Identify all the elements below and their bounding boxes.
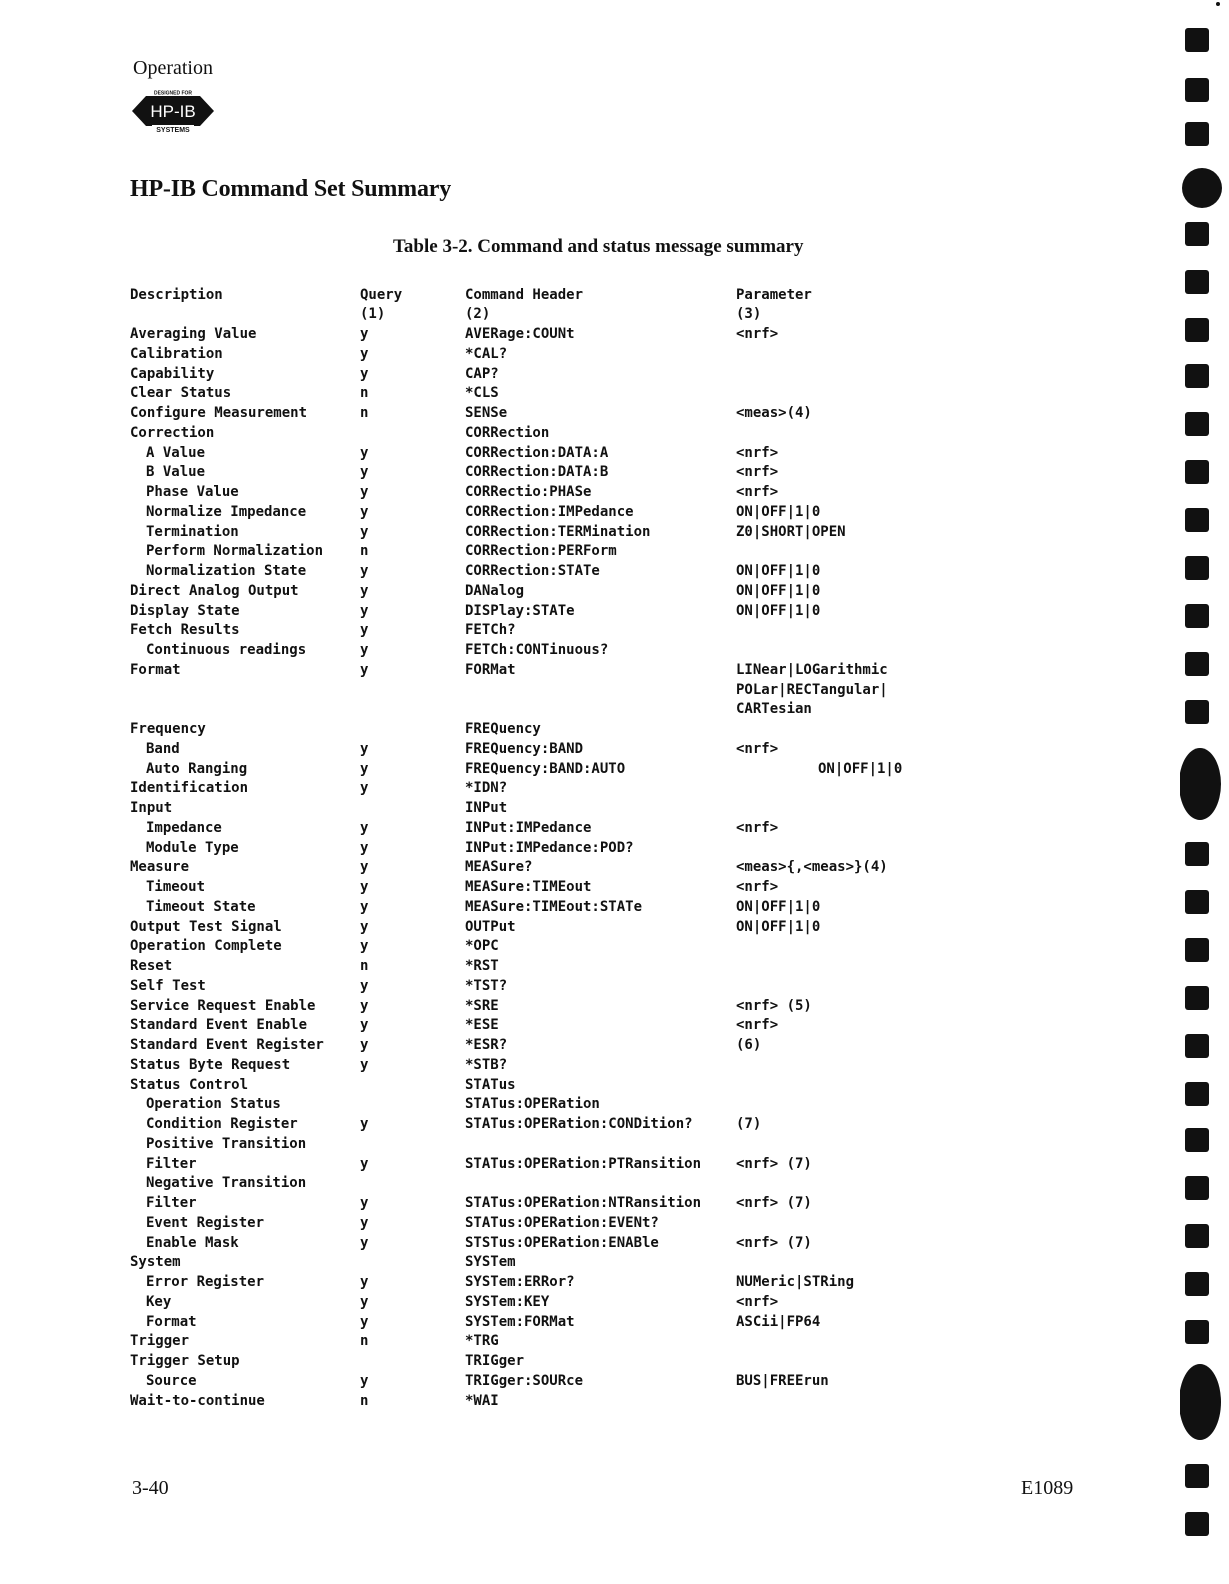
cell-description: Module Type <box>146 839 239 856</box>
cell-command: INPut:IMPedance:POD? <box>465 839 634 856</box>
cell-parameter: <nrf> (7) <box>736 1234 812 1251</box>
cell-parameter: <nrf> (7) <box>736 1195 812 1211</box>
cell-command: CORRection <box>465 424 550 441</box>
cell-description: Timeout <box>146 879 206 895</box>
cell-command: INPut <box>465 800 508 816</box>
cell-parameter: ON|OFF|1|0 <box>736 503 821 520</box>
cell-description: Termination <box>146 523 239 540</box>
cell-description: Phase Value <box>146 484 239 500</box>
cell-command: TRIGger:SOURce <box>465 1372 584 1389</box>
cell-query: y <box>360 444 369 461</box>
cell-command: INPut:IMPedance <box>465 819 592 836</box>
cell-command: SENSe <box>465 405 508 421</box>
cell-command: *CAL? <box>465 345 508 362</box>
cell-description: Condition Register <box>146 1116 298 1132</box>
cell-parameter: <nrf> (5) <box>736 997 812 1014</box>
column-header-command: Command Header (2) <box>465 287 584 322</box>
cell-description: Averaging Value <box>130 326 257 342</box>
cell-query: y <box>360 1313 369 1330</box>
cell-command: *SRE <box>465 997 499 1014</box>
cell-command: *OPC <box>465 938 499 955</box>
cell-description: Calibration <box>130 345 223 362</box>
cell-command: *ESE <box>465 1017 499 1034</box>
cell-description: Timeout State <box>146 898 256 915</box>
cell-command: FETCh:CONTinuous? <box>465 642 609 658</box>
cell-query: y <box>360 879 369 895</box>
cell-command: SYSTem:KEY <box>465 1293 550 1310</box>
cell-parameter: ON|OFF|1|0 <box>736 898 821 915</box>
cell-query: y <box>360 780 369 797</box>
cell-query: y <box>360 839 369 856</box>
cell-command: *CLS <box>465 385 499 402</box>
cell-command: SYSTem:FORMat <box>465 1313 575 1330</box>
cell-query: y <box>360 1116 369 1132</box>
cell-command: AVERage:COUNt <box>465 326 575 342</box>
cell-description: Fetch Results <box>130 622 240 639</box>
cell-parameter: <nrf> <box>736 819 779 836</box>
cell-description: Auto Ranging <box>146 760 248 777</box>
cell-description: Positive Transition <box>146 1135 307 1152</box>
document-id: E1089 <box>1021 1477 1074 1499</box>
cell-query: y <box>360 602 369 619</box>
cell-query: y <box>360 918 369 935</box>
cell-parameter: <nrf> <box>736 740 779 757</box>
cell-query: y <box>360 1155 369 1172</box>
cell-query: y <box>360 898 369 915</box>
cell-parameter: <nrf> <box>736 444 779 461</box>
cell-description: Normalize Impedance <box>146 503 307 520</box>
cell-command: CORRection:TERMination <box>465 523 651 540</box>
cell-parameter: <nrf> <box>736 326 779 342</box>
cell-parameter: <meas>(4) <box>736 405 812 421</box>
cell-description: Perform Normalization <box>146 543 324 560</box>
cell-parameter: ON|OFF|1|0 <box>818 760 903 777</box>
cell-query: y <box>360 365 369 382</box>
cell-parameter: ASCii|FP64 <box>736 1313 821 1330</box>
page-number: 3-40 <box>132 1477 169 1499</box>
cell-description: Input <box>130 800 173 816</box>
cell-parameter: ON|OFF|1|0 <box>736 582 821 599</box>
cell-description: Operation Complete <box>130 938 282 955</box>
cell-parameter: <nrf> <box>736 1017 779 1034</box>
cell-description: Format <box>130 661 181 678</box>
cell-query: n <box>360 1392 369 1409</box>
page-title: HP-IB Command Set Summary <box>130 176 452 202</box>
column-header-parameter: Parameter (3) <box>736 287 812 322</box>
cell-query: y <box>360 563 369 579</box>
cell-query: y <box>360 1037 369 1053</box>
cell-query: y <box>360 997 369 1014</box>
cell-query: y <box>360 938 369 955</box>
cell-description: A Value <box>146 444 206 461</box>
logo-main-text: HP-IB <box>150 102 196 121</box>
cell-parameter: POLar|RECTangular| <box>736 681 888 698</box>
cell-command: FETCh? <box>465 622 516 639</box>
cell-parameter: (7) <box>736 1116 762 1132</box>
cell-description: B Value <box>146 464 206 481</box>
cell-command: MEASure:TIMEout:STATe <box>465 898 643 915</box>
cell-command: STATus:OPERation <box>465 1096 600 1113</box>
cell-command: DANalog <box>465 582 525 599</box>
cell-query: y <box>360 484 369 500</box>
cell-description: Filter <box>146 1155 197 1172</box>
cell-description: Band <box>146 740 180 757</box>
cell-query: y <box>360 523 369 540</box>
cell-query: n <box>360 385 369 402</box>
cell-command: DISPlay:STATe <box>465 602 575 619</box>
cell-command: CORRectio:PHASe <box>465 484 592 500</box>
cell-parameter: CARTesian <box>736 701 812 718</box>
cell-description: Measure <box>130 859 190 876</box>
cell-command: MEASure:TIMEout <box>465 879 592 895</box>
cell-command: STATus:OPERation:CONDition? <box>465 1116 693 1132</box>
cell-description: Standard Event Enable <box>130 1017 308 1034</box>
cell-query: y <box>360 740 369 757</box>
cell-description: Normalization State <box>146 563 307 579</box>
cell-query: y <box>360 326 369 342</box>
cell-description: Configure Measurement <box>130 405 308 421</box>
cell-description: Continuous readings <box>146 642 307 658</box>
cell-description: Impedance <box>146 819 222 836</box>
cell-parameter: <nrf> (7) <box>736 1155 812 1172</box>
cell-query: y <box>360 642 369 658</box>
cell-description: Display State <box>130 602 240 619</box>
cell-parameter: ON|OFF|1|0 <box>736 602 821 619</box>
cell-description: Identification <box>130 780 249 797</box>
binding-holes-icon <box>1180 0 1229 1584</box>
cell-command: STSTus:OPERation:ENABle <box>465 1234 659 1251</box>
cell-parameter: LINear|LOGarithmic <box>736 661 888 678</box>
cell-command: CORRection:STATe <box>465 563 600 579</box>
cell-description: Trigger <box>130 1333 190 1350</box>
cell-query: y <box>360 977 369 994</box>
cell-command: FREQuency:BAND:AUTO <box>465 760 626 777</box>
cell-command: *IDN? <box>465 780 508 797</box>
cell-description: Error Register <box>146 1274 265 1290</box>
cell-command: STATus:OPERation:PTRansition <box>465 1155 702 1172</box>
cell-description: Self Test <box>130 977 206 994</box>
cell-command: STATus:OPERation:EVENt? <box>465 1214 659 1231</box>
cell-description: System <box>130 1254 181 1271</box>
cell-command: *TRG <box>465 1333 499 1350</box>
cell-command: SYSTem:ERRor? <box>465 1274 575 1290</box>
cell-command: CORRection:DATA:A <box>465 444 609 461</box>
cell-command: STATus <box>465 1076 516 1093</box>
cell-query: y <box>360 503 369 520</box>
cell-description: Filter <box>146 1195 197 1211</box>
cell-parameter: ON|OFF|1|0 <box>736 918 821 935</box>
cell-description: Operation Status <box>146 1096 281 1113</box>
cell-description: Clear Status <box>130 385 232 402</box>
cell-query: y <box>360 859 369 876</box>
cell-query: y <box>360 819 369 836</box>
cell-description: Status Byte Request <box>130 1056 291 1073</box>
hp-ib-logo-icon <box>130 88 216 134</box>
cell-query: y <box>360 1056 369 1073</box>
cell-command: OUTPut <box>465 918 516 935</box>
cell-command: *ESR? <box>465 1037 508 1053</box>
cell-parameter: BUS|FREErun <box>736 1372 829 1389</box>
cell-query: n <box>360 543 369 560</box>
cell-query: n <box>360 405 369 421</box>
cell-description: Status Control <box>130 1076 249 1093</box>
cell-description: Negative Transition <box>146 1175 307 1192</box>
cell-parameter: <nrf> <box>736 464 779 481</box>
cell-query: y <box>360 464 369 481</box>
cell-description: Direct Analog Output <box>130 582 299 599</box>
cell-parameter: <nrf> <box>736 879 779 895</box>
cell-parameter: <meas>{,<meas>}(4) <box>736 859 888 876</box>
cell-description: Frequency <box>130 721 206 737</box>
table-caption: Table 3-2. Command and status message summary <box>393 236 804 257</box>
cell-query: y <box>360 1234 369 1251</box>
cell-description: Enable Mask <box>146 1234 239 1251</box>
cell-command: CORRection:IMPedance <box>465 503 634 520</box>
cell-command: *TST? <box>465 977 508 994</box>
cell-command: FREQuency <box>465 721 541 737</box>
cell-query: n <box>360 1333 369 1350</box>
cell-description: Format <box>146 1313 197 1330</box>
cell-parameter: NUMeric|STRing <box>736 1274 855 1290</box>
column-header-description: Description <box>130 287 223 303</box>
cell-command: FORMat <box>465 661 516 678</box>
cell-query: y <box>360 1195 369 1211</box>
cell-query: n <box>360 958 369 974</box>
cell-query: y <box>360 760 369 777</box>
cell-command: *STB? <box>465 1056 508 1073</box>
cell-query: y <box>360 661 369 678</box>
cell-query: y <box>360 582 369 599</box>
cell-query: y <box>360 1293 369 1310</box>
logo-top-text: DESIGNED FOR <box>153 90 193 97</box>
cell-description: Correction <box>130 424 215 441</box>
cell-description: Trigger Setup <box>130 1353 240 1369</box>
cell-command: CAP? <box>465 365 499 382</box>
cell-description: Event Register <box>146 1214 265 1231</box>
cell-query: y <box>360 345 369 362</box>
section-label: Operation <box>133 57 213 79</box>
cell-command: *WAI <box>465 1392 499 1409</box>
cell-parameter: <nrf> <box>736 484 779 500</box>
cell-description: Key <box>146 1293 172 1310</box>
cell-parameter: Z0|SHORT|OPEN <box>736 523 846 540</box>
cell-description: Source <box>146 1372 197 1389</box>
cell-query: y <box>360 1214 369 1231</box>
cell-description: Reset <box>130 958 173 974</box>
cell-query: y <box>360 1274 369 1290</box>
cell-description: Capability <box>130 365 215 382</box>
cell-command: CORRection:PERForm <box>465 543 617 560</box>
cell-parameter: ON|OFF|1|0 <box>736 563 821 579</box>
cell-description: Service Request Enable <box>130 997 316 1014</box>
cell-description: Standard Event Register <box>130 1037 324 1053</box>
cell-command: TRIGger <box>465 1353 525 1369</box>
cell-description: Output Test Signal <box>130 918 282 935</box>
logo-bottom-text: SYSTEMS <box>156 127 190 134</box>
cell-command: STATus:OPERation:NTRansition <box>465 1195 702 1211</box>
cell-query: y <box>360 1017 369 1034</box>
cell-command: FREQuency:BAND <box>465 740 584 757</box>
cell-query: y <box>360 622 369 639</box>
cell-command: CORRection:DATA:B <box>465 464 609 481</box>
cell-command: SYSTem <box>465 1254 516 1271</box>
column-header-query: Query (1) <box>360 287 403 322</box>
cell-command: *RST <box>465 958 499 974</box>
cell-query: y <box>360 1372 369 1389</box>
cell-parameter: (6) <box>736 1037 762 1053</box>
cell-description: Wait-to-continue <box>130 1392 265 1409</box>
cell-command: MEASure? <box>465 859 533 876</box>
cell-parameter: <nrf> <box>736 1293 779 1310</box>
